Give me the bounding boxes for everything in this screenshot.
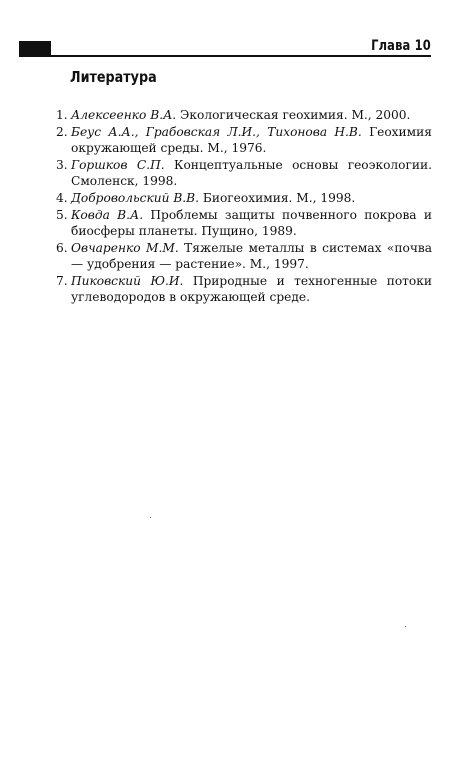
reference-text: Тяжелые металлы в системах «почва — удобрения — растение». М., 1997. bbox=[71, 241, 432, 271]
reference-text: Экологическая геохимия. М., 2000. bbox=[176, 108, 411, 122]
scan-speck bbox=[405, 626, 406, 627]
reference-item bbox=[48, 124, 432, 156]
reference-authors: Беус А.А., Грабовская Л.И., Тихонова Н.В. bbox=[71, 125, 362, 139]
reference-text: Природные и техногенные потоки углеводородов в окружающей среде. bbox=[71, 274, 432, 304]
reference-authors: Ковда В.А. bbox=[71, 208, 144, 222]
reference-text: Концептуальные основы геоэкологии. Смоленск, 1998. bbox=[71, 158, 432, 188]
reference-authors: Овчаренко М.М. bbox=[71, 241, 179, 255]
reference-number: 7. bbox=[56, 274, 68, 288]
chapter-label: Глава 10 bbox=[371, 38, 431, 54]
reference-item bbox=[48, 273, 432, 305]
reference-authors: Горшков С.П. bbox=[71, 158, 165, 172]
header-rule bbox=[19, 55, 431, 57]
reference-number: 1. bbox=[56, 108, 68, 122]
reference-item bbox=[48, 207, 432, 239]
reference-item bbox=[48, 240, 432, 272]
section-title: Литература bbox=[70, 68, 157, 86]
reference-text: Биогеохимия. М., 1998. bbox=[199, 191, 356, 205]
reference-number: 2. bbox=[56, 125, 68, 139]
reference-authors: Пиковский Ю.И. bbox=[71, 274, 184, 288]
scan-speck bbox=[150, 517, 151, 518]
reference-item bbox=[48, 107, 432, 123]
header-marker-block bbox=[19, 41, 51, 56]
reference-number: 3. bbox=[56, 158, 68, 172]
reference-text: Проблемы защиты почвенного покрова и биосферы планеты. Пущино, 1989. bbox=[71, 208, 432, 238]
reference-number: 5. bbox=[56, 208, 68, 222]
reference-number: 4. bbox=[56, 191, 68, 205]
reference-authors: Добровольский В.В. bbox=[71, 191, 199, 205]
reference-authors: Алексеенко В.А. bbox=[71, 108, 177, 122]
reference-item bbox=[48, 190, 432, 206]
reference-text: Геохимия окружающей среды. М., 1976. bbox=[71, 125, 432, 155]
reference-item bbox=[48, 157, 432, 189]
reference-list bbox=[48, 107, 432, 306]
reference-number: 6. bbox=[56, 241, 68, 255]
